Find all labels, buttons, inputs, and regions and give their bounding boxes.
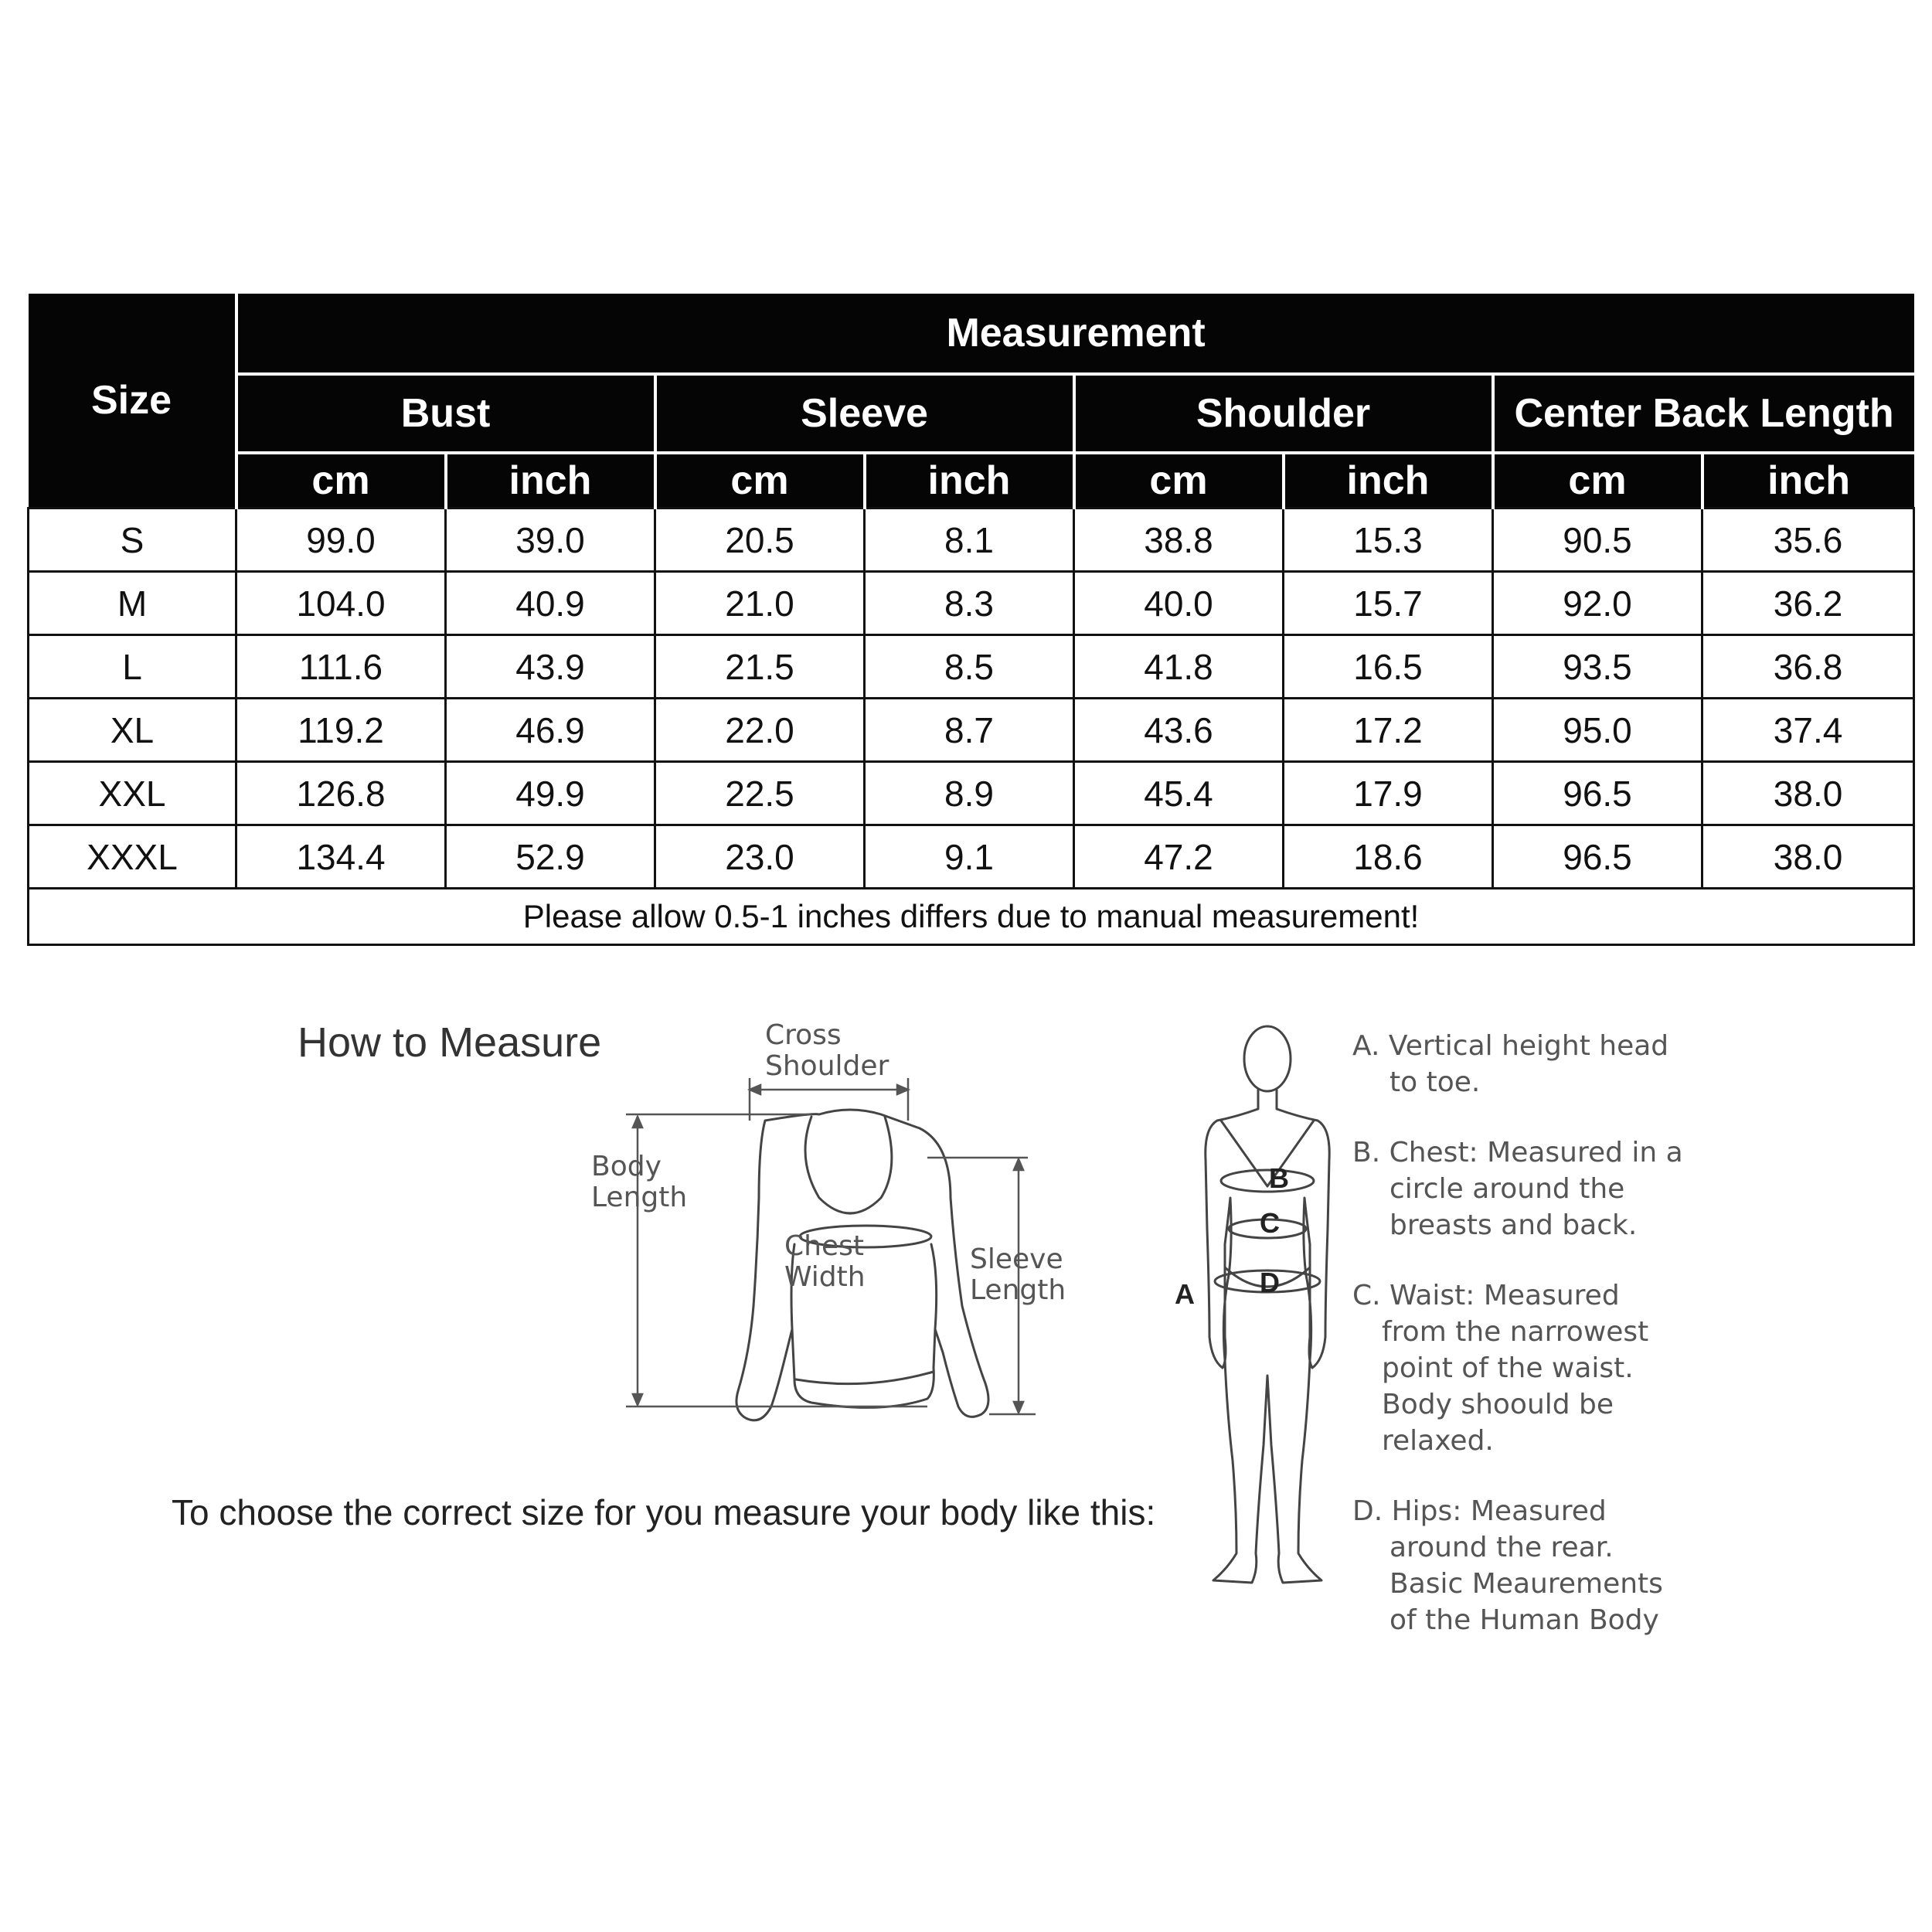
marker-b: B [1269,1162,1289,1194]
table-row [29,825,1914,889]
group-header-shoulder: Shoulder [1074,374,1493,453]
group-header-center-back-length: Center Back Length [1493,374,1914,453]
note-a: A. Vertical height head to toe. [1352,1030,1669,1098]
unit-header: inch [1284,453,1493,509]
value-cell: 22.5 [655,762,865,825]
unit-header: cm [1493,453,1702,509]
value-cell: 111.6 [236,635,446,699]
table-row [29,509,1914,572]
value-cell: 126.8 [236,762,446,825]
unit-header: inch [446,453,655,509]
table-row [29,572,1914,635]
value-cell: 38.0 [1702,825,1914,889]
marker-a: A [1175,1278,1195,1310]
value-cell: 36.2 [1702,572,1914,635]
value-cell: 8.3 [865,572,1074,635]
value-cell: 9.1 [865,825,1074,889]
size-cell: XXXL [29,825,236,889]
sleeve-length-label: Sleeve Length [970,1243,1066,1306]
head [1244,1026,1291,1091]
measurement-header: Measurement [236,294,1914,374]
body-diagram [1190,1012,1360,1607]
group-header-bust: Bust [236,374,655,453]
value-cell: 17.9 [1284,762,1493,825]
group-header-sleeve: Sleeve [655,374,1074,453]
value-cell: 23.0 [655,825,865,889]
value-cell: 38.0 [1702,762,1914,825]
manual-measurement-note: Please allow 0.5-1 inches differs due to manual measurement! [29,889,1914,945]
value-cell: 21.5 [655,635,865,699]
table-row [29,635,1914,699]
value-cell: 22.0 [655,699,865,762]
value-cell: 37.4 [1702,699,1914,762]
value-cell: 52.9 [446,825,655,889]
value-cell: 8.9 [865,762,1074,825]
table-body [29,509,1914,945]
note-d: D. Hips: Measured around the rear. Basic Meaurements of the Human Body [1352,1495,1663,1636]
unit-header: inch [865,453,1074,509]
size-chart-table [27,294,1915,946]
value-cell: 20.5 [655,509,865,572]
size-cell: XXL [29,762,236,825]
value-cell: 15.7 [1284,572,1493,635]
size-cell: S [29,509,236,572]
value-cell: 17.2 [1284,699,1493,762]
unit-header: cm [1074,453,1284,509]
value-cell: 40.9 [446,572,655,635]
value-cell: 93.5 [1493,635,1702,699]
marker-d: D [1260,1267,1280,1298]
table-row [29,762,1914,825]
table-note-row [29,889,1914,945]
value-cell: 96.5 [1493,825,1702,889]
value-cell: 38.8 [1074,509,1284,572]
value-cell: 96.5 [1493,762,1702,825]
value-cell: 39.0 [446,509,655,572]
value-cell: 43.9 [446,635,655,699]
value-cell: 43.6 [1074,699,1284,762]
measurement-notes [1352,1028,1708,1672]
value-cell: 8.5 [865,635,1074,699]
cross-shoulder-label: Cross Shoulder [765,1019,889,1082]
value-cell: 49.9 [446,762,655,825]
value-cell: 134.4 [236,825,446,889]
body-length-label: Body Length [591,1151,688,1213]
value-cell: 15.3 [1284,509,1493,572]
value-cell: 21.0 [655,572,865,635]
value-cell: 95.0 [1493,699,1702,762]
value-cell: 104.0 [236,572,446,635]
value-cell: 16.5 [1284,635,1493,699]
value-cell: 47.2 [1074,825,1284,889]
chest-width-label: Chest Width [784,1230,866,1293]
value-cell: 46.9 [446,699,655,762]
value-cell: 45.4 [1074,762,1284,825]
note-b: B. Chest: Measured in a circle around the breasts and back. [1352,1137,1683,1241]
value-cell: 41.8 [1074,635,1284,699]
unit-header: cm [236,453,446,509]
table-row [29,699,1914,762]
size-cell: L [29,635,236,699]
value-cell: 90.5 [1493,509,1702,572]
value-cell: 40.0 [1074,572,1284,635]
size-cell: XL [29,699,236,762]
value-cell: 35.6 [1702,509,1914,572]
value-cell: 99.0 [236,509,446,572]
value-cell: 119.2 [236,699,446,762]
note-c: C. Waist: Measured from the narrowest point of the waist. Body shoould be relaxed. [1352,1280,1649,1457]
value-cell: 92.0 [1493,572,1702,635]
value-cell: 36.8 [1702,635,1914,699]
value-cell: 8.7 [865,699,1074,762]
unit-header: cm [655,453,865,509]
unit-header: inch [1702,453,1914,509]
size-header: Size [29,294,236,509]
choose-size-instruction: To choose the correct size for you measure your body like this: [172,1492,1156,1532]
value-cell: 18.6 [1284,825,1493,889]
value-cell: 8.1 [865,509,1074,572]
marker-c: C [1260,1207,1280,1239]
how-to-measure-title: How to Measure [298,1019,602,1066]
size-cell: M [29,572,236,635]
